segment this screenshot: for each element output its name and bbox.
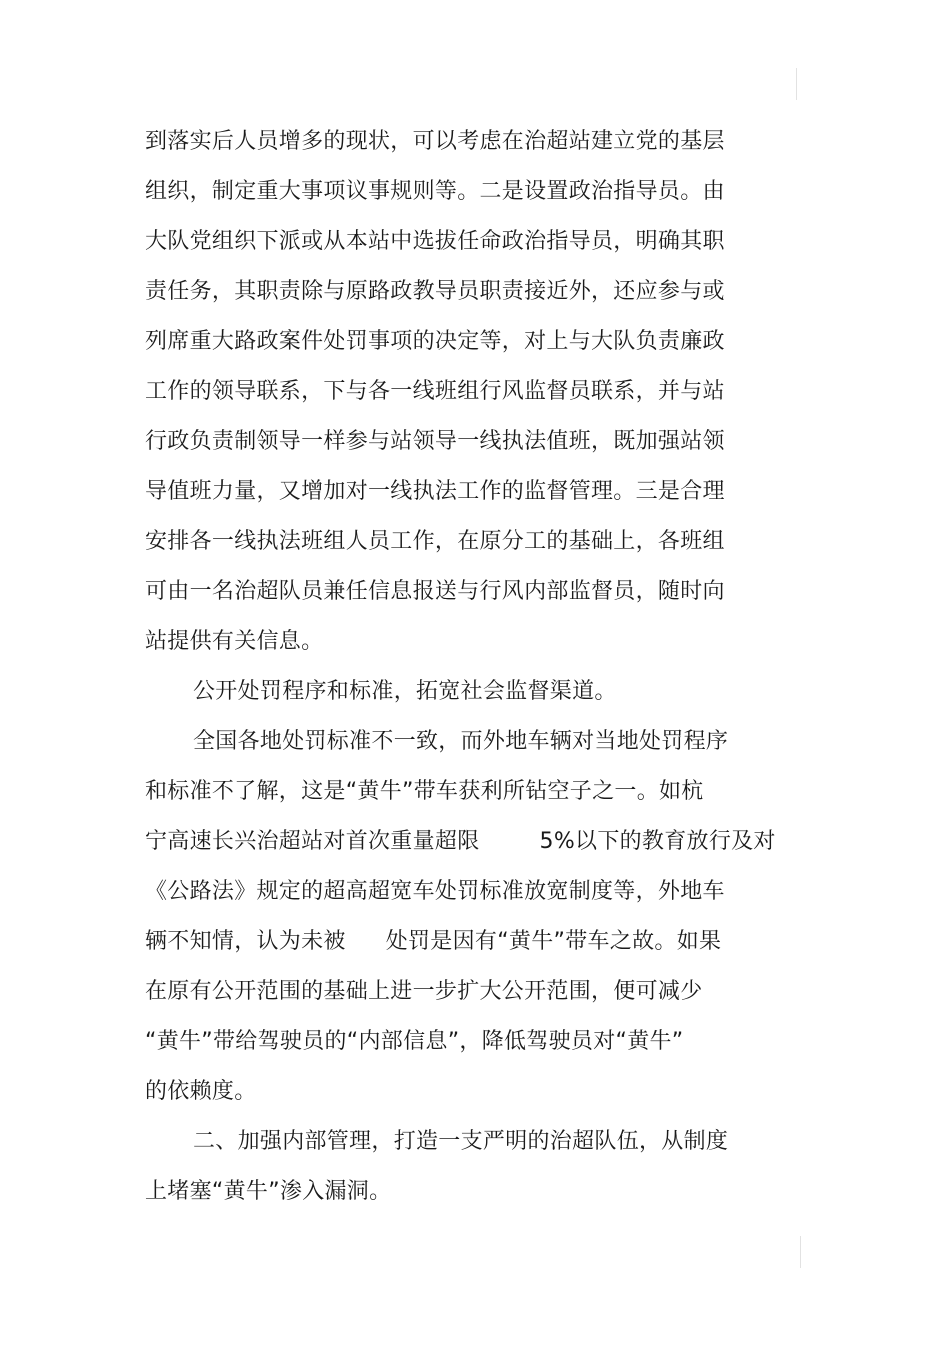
section-heading-line: 公开处罚程序和标准，拓宽社会监督渠道。 [193,679,617,704]
text-line: 站提供有关信息。 [145,629,324,654]
text-line: 工作的领导联系，下与各一线班组行风监督员联系，并与站 [145,379,725,404]
page-margin-mark-top [796,68,797,100]
page-margin-mark-bottom [800,1236,801,1268]
text-segment: 辆不知情，认为未被 [145,929,346,954]
text-segment: 宁高速长兴治超站对首次重量超限 [145,829,480,854]
text-line: 《公路法》规定的超高超宽车处罚标准放宽制度等，外地车 [145,879,725,904]
section-heading-line: 二、加强内部管理，打造一支严明的治超队伍，从制度 [193,1129,729,1154]
text-segment: 处罚是因有“黄牛”带车之故。如果 [385,929,722,954]
text-line: 责任务，其职责除与原路政教导员职责接近外，还应参与或 [145,279,725,304]
text-line: 上堵塞“黄牛”渗入漏洞。 [145,1179,392,1204]
text-line: 安排各一线执法班组人员工作，在原分工的基础上，各班组 [145,529,725,554]
text-line: 组织，制定重大事项议事规则等。二是设置政治指导员。由 [145,179,725,204]
text-segment: 5%以下的教育放行及对 [539,829,776,854]
text-line: 列席重大路政案件处罚事项的决定等，对上与大队负责廉政 [145,329,725,354]
text-line: 到落实后人员增多的现状，可以考虑在治超站建立党的基层 [145,129,725,154]
text-line: 的依赖度。 [145,1079,257,1104]
text-line-split [145,827,776,857]
text-line: 和标准不了解，这是“黄牛”带车获利所钻空子之一。如杭 [145,779,704,804]
text-line: 大队党组织下派或从本站中选拔任命政治指导员，明确其职 [145,229,725,254]
text-line: 可由一名治超队员兼任信息报送与行风内部监督员，随时向 [145,579,725,604]
text-line: 导值班力量，又增加对一线执法工作的监督管理。三是合理 [145,479,725,504]
text-line: 在原有公开范围的基础上进一步扩大公开范围，便可减少 [145,979,703,1004]
text-line: 行政负责制领导一样参与站领导一线执法值班，既加强站领 [145,429,725,454]
paragraph-first-line: 全国各地处罚标准不一致，而外地车辆对当地处罚程序 [193,729,729,754]
text-line: “黄牛”带给驾驶员的“内部信息”，降低驾驶员对“黄牛” [145,1029,684,1054]
text-line-split [145,927,721,957]
